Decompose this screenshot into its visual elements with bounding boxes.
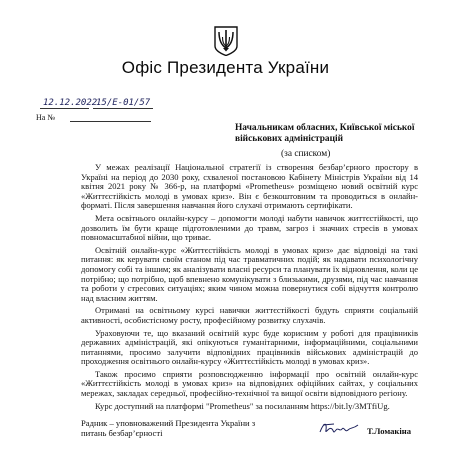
- reply-to-line: [70, 121, 151, 122]
- paragraph: Отримані на освітньому курсі навички життєстійкості будуть сприяти соціальній активності, особистісному росту, професійному розвитку слухачів.: [81, 305, 418, 325]
- registration-date: 12.12.2022: [43, 98, 98, 108]
- paragraph: Також просимо сприяти розповсюдженню інформації про освітній онлайн-курс «Життєстійкість молоді в умовах криз» на відповідних офіційних сайтах, у соціальних мережах, закладах середньої, професійно-технічної та вищої освіти відповідного регіону.: [81, 368, 418, 399]
- reply-to-label: На №: [36, 113, 55, 122]
- letter-body: [81, 163, 418, 411]
- trident-coat-of-arms-icon: [213, 26, 239, 56]
- addressee-note: (за списком): [281, 149, 331, 159]
- registration-number: 15/Е-01/57: [96, 98, 151, 108]
- number-line: [93, 108, 153, 109]
- signatory-name: Т.Ломакіна: [367, 426, 412, 436]
- paragraph-link: Курс доступний на платформі "Prometheus" за посиланням https://bit.ly/3MTfiUg.: [95, 400, 390, 411]
- paragraph: Освітній онлайн-курс «Життєстійкість молоді в умовах криз» дає відповіді на такі питання: як керувати своїм станом під час травматичних подій; як надавати психологічну допомогу собі та іншим; як аналізувати власні ресурси та планувати їх відновлення, коли це потрібно; що потрібно, щоб впевнено комунікувати з близькими, друзями, під час навчання та роботи у стресових ситуаціях; яким чином можна повернутися собі відчуття контролю над власним життям.: [81, 244, 418, 303]
- signatory-role: Радник – уповноважений Президента України з питань безбар’єрності: [81, 418, 256, 438]
- paragraph: У межах реалізації Національної стратегії із створення безбар’єрного простору в Україні на період до 2030 року, схваленої постановою Кабінету Міністрів України від 14 квітня 2021 року № 366-р, на платформі «Prometheus» розміщено новий освітній курс «Життєстійкість молоді в умовах криз». Він є безкоштовним та проводиться в онлайн-форматі. Після завершення навчання його слухачі отримають сертифікати.: [81, 162, 418, 211]
- date-line: [40, 108, 89, 109]
- org-title: Офіс Президента України: [121, 58, 330, 77]
- handwritten-signature-icon: [318, 420, 360, 438]
- paragraph: Ураховуючи те, що вказаний освітній курс буде корисним у роботі для працівників державних адміністрацій, які опікуються гуманітарними, інформаційними, соціальними питаннями, просимо залучити відповідних працівників військових адміністрацій до проходження освітнього онлайн-курсу «Життєстійкість молоді в умовах криз».: [81, 327, 418, 367]
- addressee: Начальникам обласних, Київської міської військових адміністрацій: [235, 123, 415, 144]
- paragraph: Мета освітнього онлайн-курсу – допомогти молоді набути навичок життєстійкості, що дозволить їм бути краще підготовленими до травм, загроз і значних стресів в умовах повномасштабної війни, що триває.: [81, 212, 418, 243]
